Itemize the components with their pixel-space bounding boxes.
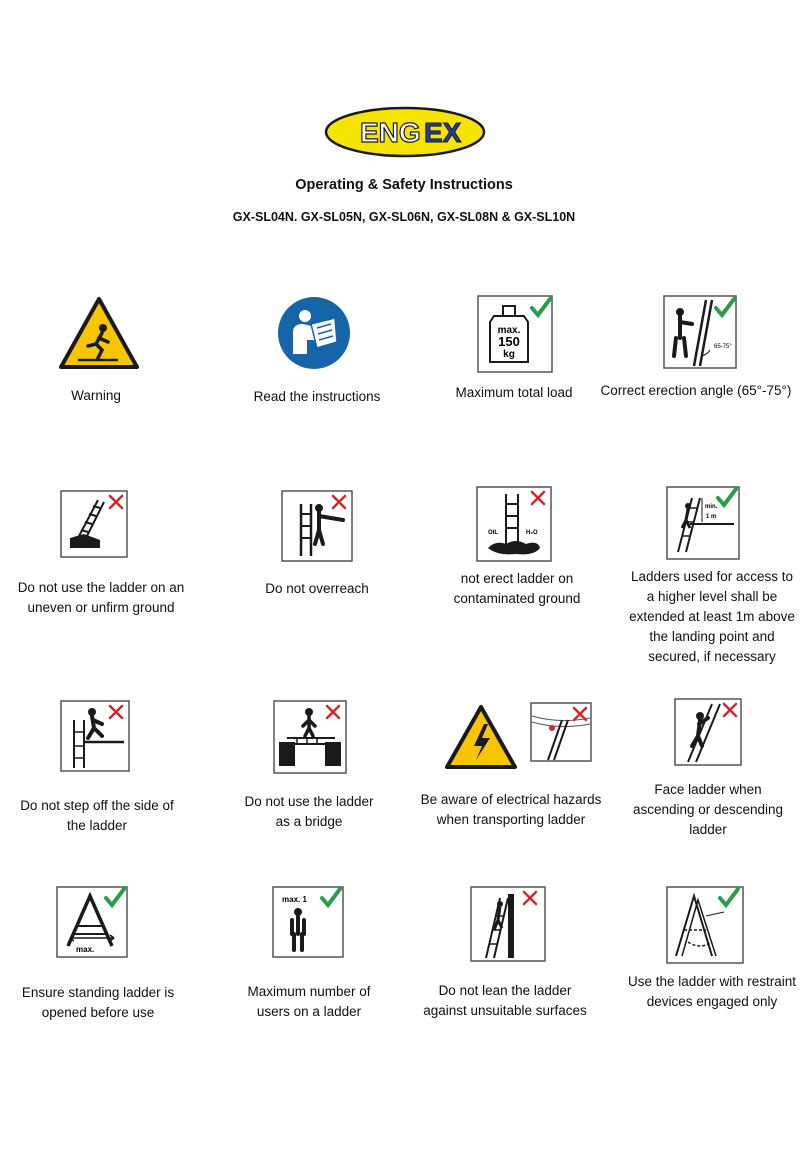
extension-1m-icon (666, 486, 740, 560)
erection-angle-icon (662, 294, 738, 370)
caption-extension-1m: Ladders used for access to a higher level shall be extended at least 1m above the landing point and secured, if necessary (629, 569, 795, 664)
caption-max-users: Maximum number of users on a ladder (247, 984, 371, 1019)
caption-read-instructions: Read the instructions (253, 389, 381, 404)
uneven-ground-icon (60, 490, 128, 558)
face-ladder-icon (674, 698, 742, 766)
svg-text:65-75°: 65-75° (714, 344, 732, 350)
caption-open-ladder: Ensure standing ladder is opened before use (21, 985, 175, 1020)
open-ladder-icon (56, 886, 128, 958)
read-instructions-icon (277, 296, 351, 370)
caption-face-ladder: Face ladder when ascending or descending ladder (632, 782, 784, 837)
caption-contaminated-ground: not erect ladder on contaminated ground (453, 571, 581, 606)
svg-text:kg: kg (503, 349, 515, 360)
max-load-icon (476, 294, 554, 374)
caption-ladder-bridge: Do not use the ladder as a bridge (244, 794, 374, 829)
svg-text:150: 150 (498, 334, 520, 349)
caption-restraint-devices: Use the ladder with restraint devices engaged only (627, 974, 797, 1009)
max-users-icon (272, 886, 344, 958)
svg-text:EX: EX (424, 117, 462, 148)
ladder-bridge-icon (273, 700, 347, 774)
svg-text:max. 1: max. 1 (282, 895, 307, 904)
step-off-side-icon (60, 700, 130, 772)
caption-electrical-hazard: Be aware of electrical hazards when transporting ladder (420, 792, 602, 827)
electrical-hazard-icon (444, 704, 518, 770)
fall-warning-icon (58, 296, 140, 370)
caption-erection-angle: Correct erection angle (65°-75°) (600, 383, 792, 398)
caption-warning: Warning (71, 388, 121, 403)
caption-overreach: Do not overreach (265, 581, 369, 596)
svg-text:OIL: OIL (488, 530, 498, 536)
page-title: Operating & Safety Instructions (295, 177, 513, 193)
caption-max-load: Maximum total load (455, 385, 573, 400)
engex-logo (324, 106, 486, 158)
svg-text:min.: min. (705, 504, 718, 510)
svg-text:ENG: ENG (360, 117, 421, 148)
contaminated-ground-icon (476, 486, 552, 562)
caption-unsuitable-surface: Do not lean the ladder against unsuitable surfaces (423, 983, 587, 1018)
svg-text:H₂O: H₂O (526, 530, 538, 536)
overreach-icon (281, 490, 353, 562)
model-list: GX-SL04N. GX-SL05N, GX-SL06N, GX-SL08N & GX-SL10N (232, 210, 576, 224)
svg-text:1 m: 1 m (706, 514, 717, 520)
restraint-devices-icon (666, 886, 744, 964)
unsuitable-surface-icon (470, 886, 546, 962)
ladder-power-line-icon (530, 702, 592, 762)
svg-text:max.: max. (76, 945, 95, 954)
caption-uneven-ground: Do not use the ladder on an uneven or unfirm ground (17, 580, 185, 615)
caption-step-off-side: Do not step off the side of the ladder (20, 798, 174, 833)
svg-text:max.: max. (497, 325, 521, 336)
